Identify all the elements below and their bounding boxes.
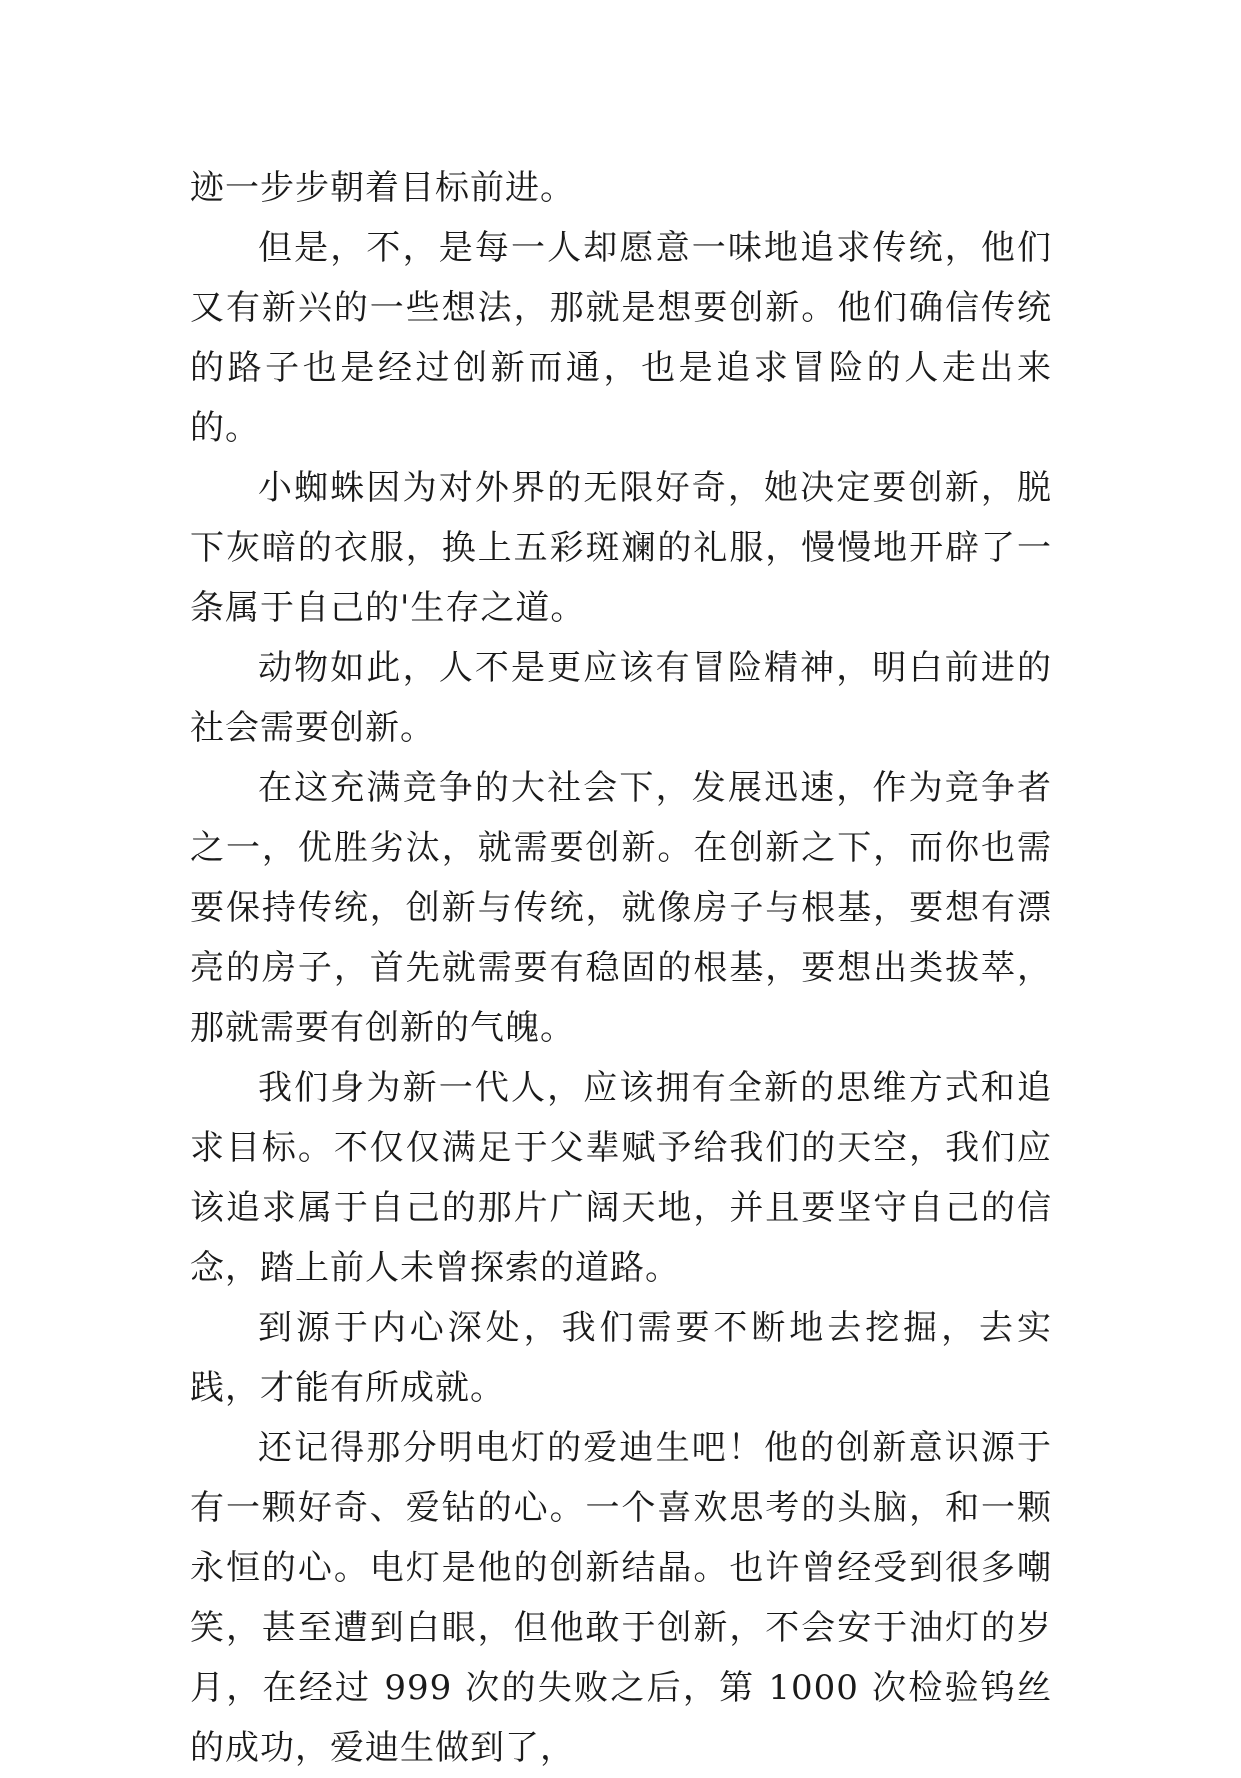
paragraph: 小蜘蛛因为对外界的无限好奇，她决定要创新，脱下灰暗的衣服，换上五彩斑斓的礼服，慢慢地开辟了一条属于自己的'生存之道。: [190, 468, 1052, 628]
paragraph: 但是，不，是每一人却愿意一味地追求传统，他们又有新兴的一些想法，那就是想要创新。他们确信传统的路子也是经过创新而通，也是追求冒险的人走出来的。: [190, 228, 1052, 448]
paragraph: 我们身为新一代人，应该拥有全新的思维方式和追求目标。不仅仅满足于父辈赋予给我们的天空，我们应该追求属于自己的那片广阔天地，并且要坚守自己的信念，踏上前人未曾探索的道路。: [190, 1068, 1052, 1288]
paragraph: 在这充满竞争的大社会下，发展迅速，作为竞争者之一，优胜劣汰，就需要创新。在创新之下，而你也需要保持传统，创新与传统，就像房子与根基，要想有漂亮的房子，首先就需要有稳固的根基，要想出类拔萃，那就需要有创新的气魄。: [190, 768, 1052, 1048]
paragraph: 到源于内心深处，我们需要不断地去挖掘，去实践，才能有所成就。: [190, 1308, 1052, 1408]
paragraph: 还记得那分明电灯的爱迪生吧！他的创新意识源于有一颗好奇、爱钻的心。一个喜欢思考的头脑，和一颗永恒的心。电灯是他的创新结晶。也许曾经受到很多嘲笑，甚至遭到白眼，但他敢于创新，不会安于油灯的岁月，在经过 999 次的失败之后，第 1000 次检验钨丝的成功，爱迪生做到了，: [190, 1428, 1052, 1768]
paragraph: 动物如此，人不是更应该有冒险精神，明白前进的社会需要创新。: [190, 648, 1052, 748]
document-body: [190, 158, 1052, 1778]
paragraph-continuation: 迹一步步朝着目标前进。: [190, 168, 575, 208]
